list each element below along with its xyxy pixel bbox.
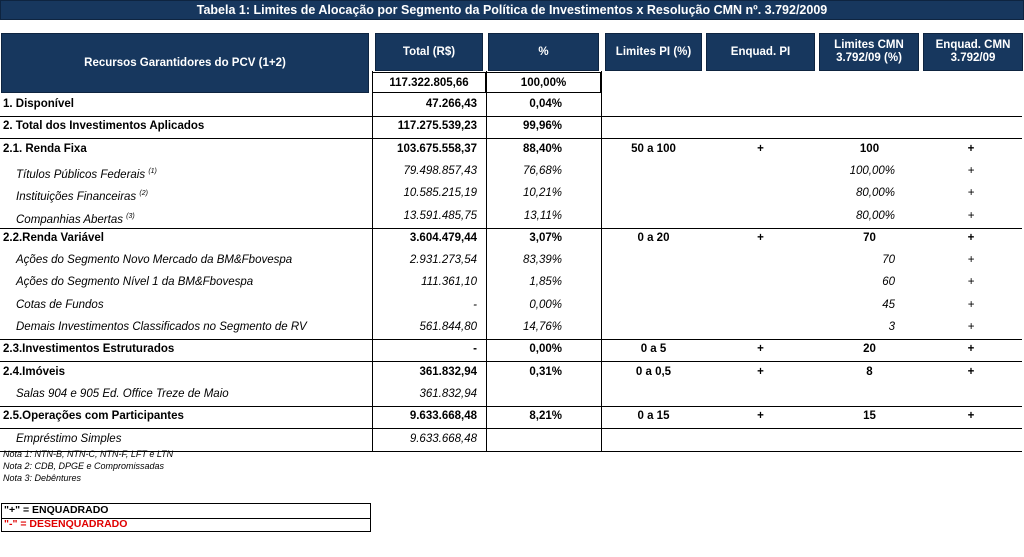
cell-total: 3.604.479,44 bbox=[409, 231, 477, 244]
row-label bbox=[16, 295, 104, 316]
cell-limites-pi: 50 a 100 bbox=[631, 142, 676, 155]
row-label-text: Demais Investimentos Classificados no Segmento de RV bbox=[16, 321, 307, 333]
header-limites-cmn bbox=[819, 33, 919, 71]
cell-enquad-cmn: + bbox=[967, 276, 975, 289]
cell-percent: 83,39% bbox=[522, 254, 562, 267]
cell-total: - bbox=[473, 343, 477, 356]
cell-total: 79.498.857,43 bbox=[403, 164, 477, 177]
cell-enquad-pi: + bbox=[757, 343, 764, 356]
cell-enquad-cmn: + bbox=[967, 187, 975, 200]
cell-limites-cmn: 100 bbox=[859, 142, 880, 155]
row-label bbox=[3, 339, 174, 360]
cell-enquad-cmn: + bbox=[967, 298, 975, 311]
cell-percent: 1,85% bbox=[529, 276, 562, 289]
table-row bbox=[0, 183, 1022, 205]
cell-percent: 10,21% bbox=[522, 187, 562, 200]
header-recursos: Recursos Garantidores do PCV (1+2) bbox=[1, 33, 369, 93]
row-label-text: Ações do Segmento Novo Mercado da BM&Fbovespa bbox=[16, 254, 293, 267]
row-label-text: 2.3.Investimentos Estruturados bbox=[3, 343, 175, 356]
cell-total: 561.844,80 bbox=[419, 321, 477, 333]
cell-percent: 76,68% bbox=[522, 164, 562, 177]
cell-limites-cmn: 45 bbox=[882, 298, 895, 311]
cell-enquad-cmn: + bbox=[967, 410, 975, 423]
cell-percent: 88,40% bbox=[522, 142, 562, 155]
cell-enquad-cmn: + bbox=[967, 321, 975, 333]
table-row bbox=[0, 272, 1022, 294]
row-note-ref: (2) bbox=[139, 190, 148, 198]
cell-limites-cmn: 15 bbox=[863, 410, 876, 423]
header-limites-pi: Limites PI (%) bbox=[605, 33, 702, 71]
table-row bbox=[0, 384, 1022, 407]
cell-limites-cmn: 20 bbox=[863, 343, 876, 356]
cell-percent: 8,21% bbox=[529, 410, 562, 423]
row-label-text: 2.5.Operações com Participantes bbox=[3, 410, 184, 423]
row-note-ref: (3) bbox=[126, 212, 135, 220]
cell-limites-cmn: 100,00% bbox=[849, 164, 895, 177]
header-limites-cmn-line2: 3.792/09 (%) bbox=[836, 52, 902, 64]
cell-total: 10.585.215,19 bbox=[403, 187, 477, 200]
table-row bbox=[0, 250, 1022, 272]
row-label-text: Salas 904 e 905 Ed. Office Treze de Maio bbox=[16, 387, 229, 400]
column-divider bbox=[372, 71, 373, 451]
legend-enquadrado: "+" = ENQUADRADO bbox=[4, 504, 109, 516]
cell-limites-pi: 0 a 0,5 bbox=[635, 365, 672, 378]
row-label bbox=[16, 183, 148, 208]
row-label-text: 2.1. Renda Fixa bbox=[3, 142, 87, 155]
row-label bbox=[3, 116, 204, 137]
row-label-text: 2.2.Renda Variável bbox=[3, 231, 105, 244]
row-label bbox=[16, 384, 229, 405]
cell-percent: 0,00% bbox=[529, 343, 562, 356]
cell-enquad-cmn: + bbox=[967, 365, 975, 378]
row-label bbox=[16, 429, 121, 450]
cell-percent: 99,96% bbox=[522, 120, 562, 133]
cell-limites-cmn: 8 bbox=[866, 365, 873, 378]
legend-desenquadrado: "-" = DESENQUADRADO bbox=[4, 518, 128, 530]
cell-enquad-cmn: + bbox=[967, 254, 975, 267]
cell-limites-cmn: 3 bbox=[888, 321, 895, 333]
cell-total: 117.275.539,23 bbox=[397, 120, 477, 133]
table-row bbox=[0, 406, 1022, 429]
row-label bbox=[3, 94, 74, 115]
cell-total: - bbox=[473, 298, 477, 311]
cell-limites-pi: 0 a 5 bbox=[640, 343, 667, 356]
cell-enquad-cmn: + bbox=[967, 164, 975, 177]
table-row bbox=[0, 94, 1022, 117]
footnote-1: Nota 1: NTN-B, NTN-C, NTN-F, LFT e LTN bbox=[3, 449, 174, 459]
grand-total-percent: 100,00% bbox=[486, 72, 601, 93]
row-label bbox=[16, 250, 292, 271]
table-row bbox=[0, 295, 1022, 317]
cell-limites-cmn: 70 bbox=[882, 254, 895, 267]
table-row bbox=[0, 161, 1022, 183]
cell-percent: 14,76% bbox=[522, 321, 562, 333]
row-label-text: 2. Total dos Investimentos Aplicados bbox=[3, 120, 205, 133]
header-percent: % bbox=[488, 33, 599, 71]
cell-total: 361.832,94 bbox=[419, 387, 477, 400]
row-label-text: Cotas de Fundos bbox=[16, 298, 104, 311]
cell-limites-cmn: 60 bbox=[882, 276, 895, 289]
row-label-text: Instituições Financeiras bbox=[16, 191, 137, 204]
cell-total: 2.931.273,54 bbox=[409, 254, 477, 267]
cell-total: 9.633.668,48 bbox=[409, 432, 477, 445]
footnote-2: Nota 2: CDB, DPGE e Compromissadas bbox=[3, 461, 165, 471]
header-enquad-cmn-line2: 3.792/09 bbox=[950, 52, 996, 64]
cell-percent: 0,00% bbox=[529, 298, 562, 311]
row-note-ref: (1) bbox=[148, 167, 157, 175]
cell-limites-pi: 0 a 20 bbox=[637, 231, 670, 244]
cell-total: 111.361,10 bbox=[421, 276, 477, 289]
cell-percent: 3,07% bbox=[529, 231, 562, 244]
row-label bbox=[16, 317, 307, 338]
header-limites-cmn-line1: Limites CMN bbox=[834, 39, 904, 51]
table-row bbox=[0, 139, 1022, 161]
table-row bbox=[0, 339, 1022, 362]
cell-enquad-pi: + bbox=[757, 410, 764, 423]
cell-total: 9.633.668,48 bbox=[409, 410, 477, 423]
cell-limites-cmn: 80,00% bbox=[855, 209, 895, 222]
row-label bbox=[3, 228, 104, 249]
cell-enquad-pi: + bbox=[757, 365, 764, 378]
cell-enquad-cmn: + bbox=[967, 209, 975, 222]
cell-enquad-cmn: + bbox=[967, 343, 975, 356]
cell-enquad-pi: + bbox=[757, 142, 764, 155]
cell-limites-cmn: 80,00% bbox=[855, 187, 895, 200]
grand-total-value: 117.322.805,66 bbox=[372, 72, 486, 93]
legend-box bbox=[1, 503, 371, 532]
row-label-text: Ações do Segmento Nível 1 da BM&Fbovespa bbox=[16, 276, 254, 289]
cell-limites-cmn: 70 bbox=[863, 231, 876, 244]
table-title: Tabela 1: Limites de Alocação por Segmento da Política de Investimentos x Resolução CMN nº. 3.792/2009 bbox=[0, 0, 1024, 20]
row-label bbox=[16, 161, 157, 186]
cell-percent: 13,11% bbox=[523, 209, 562, 222]
cell-enquad-pi: + bbox=[757, 231, 764, 244]
cell-percent: 0,04% bbox=[529, 98, 562, 110]
row-label-text: 2.4.Imóveis bbox=[3, 365, 66, 378]
header-enquad-pi: Enquad. PI bbox=[706, 33, 815, 71]
header-enquad-cmn-line1: Enquad. CMN bbox=[935, 39, 1011, 51]
row-label bbox=[3, 139, 87, 160]
cell-percent: 0,31% bbox=[529, 365, 562, 378]
table-row bbox=[0, 317, 1022, 340]
cell-total: 47.266,43 bbox=[425, 98, 477, 110]
row-label-text: 1. Disponível bbox=[3, 98, 74, 110]
table-row bbox=[0, 206, 1022, 229]
cell-total: 103.675.558,37 bbox=[397, 142, 477, 155]
row-label bbox=[16, 272, 253, 293]
cell-enquad-cmn: + bbox=[967, 142, 975, 155]
header-enquad-cmn bbox=[923, 33, 1023, 71]
row-label-text: Títulos Públicos Federais bbox=[16, 168, 146, 181]
table-row bbox=[0, 116, 1022, 139]
row-label-text: Empréstimo Simples bbox=[16, 432, 122, 445]
row-label-text: Companhias Abertas bbox=[16, 213, 123, 226]
row-label bbox=[16, 206, 135, 231]
cell-limites-pi: 0 a 15 bbox=[637, 410, 670, 423]
column-divider bbox=[601, 71, 602, 451]
row-label bbox=[3, 406, 184, 427]
footnote-3: Nota 3: Debêntures bbox=[3, 473, 82, 483]
row-label bbox=[3, 362, 65, 383]
cell-total: 13.591.485,75 bbox=[403, 209, 477, 222]
footnotes bbox=[3, 448, 173, 484]
cell-total: 361.832,94 bbox=[419, 365, 477, 378]
table-row bbox=[0, 228, 1022, 250]
cell-enquad-cmn: + bbox=[967, 231, 975, 244]
table-row bbox=[0, 362, 1022, 384]
header-total: Total (R$) bbox=[375, 33, 483, 71]
column-divider bbox=[486, 71, 487, 451]
